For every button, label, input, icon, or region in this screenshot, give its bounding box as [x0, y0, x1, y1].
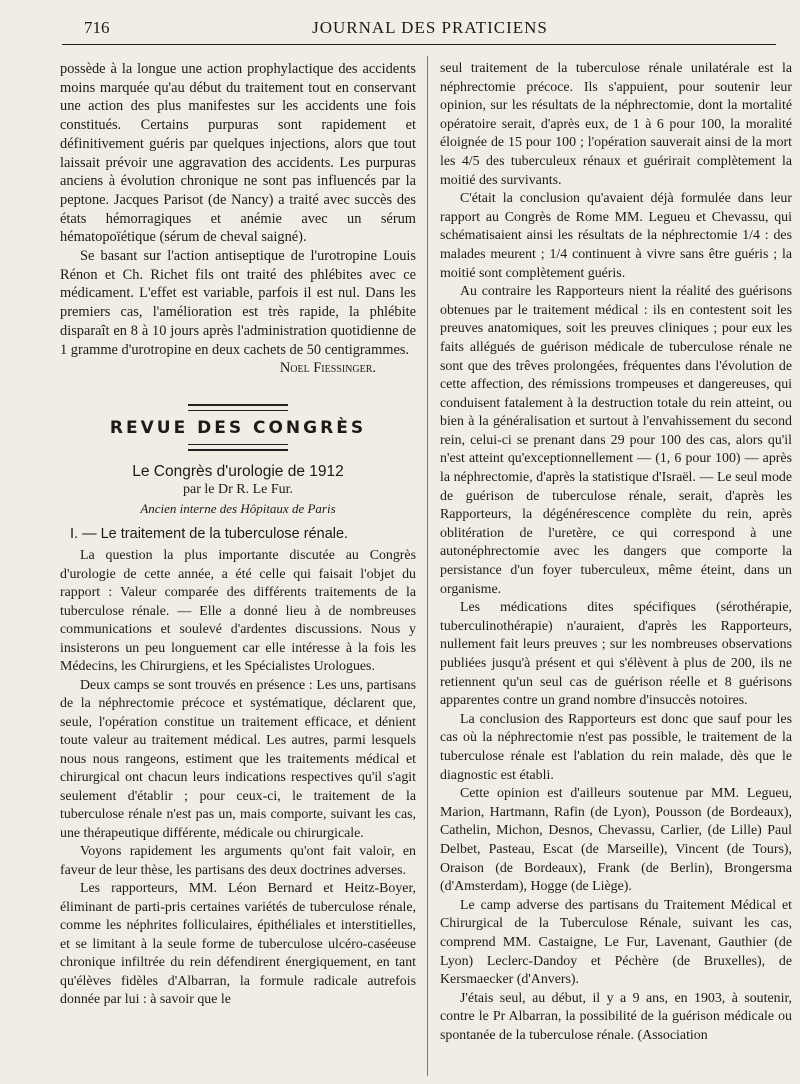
article-body: [60, 547, 416, 1010]
column-divider: [427, 56, 428, 1076]
byline: par le Dr R. Le Fur.: [182, 482, 294, 498]
banner-title: REVUE DES CONGRÈS: [109, 417, 367, 438]
banner-rule-top: [188, 404, 288, 406]
paragraph: Au contraire les Rapporteurs nient la réalité des guérisons obtenues par le traitement médical : ils en contestent soit les preuves anatomiques, soit les preuves cliniques ; pour eux les faits allégués de guérison médicale de tuberculose rénale ne sont que des trêves prolongées, fréquentes dans l'évolution de cette affection, des rémissions trompeuses et dangereuses, qui conduisent fatalement à la destruction totale du rein atteint, ou bien à la généralisation et surtout à l'envahissement du second rein, celui-ci se prenant dans 29 pour 100 des cas, alors qu'il n'est atteint qu'exceptionnellement — (1, 6 pour 100) — après la néphrectomie, d'après la statistique d'Israël. — Le seul mode de guérison de tuberculose rénale, serait, d'après les Rapporteurs, la dégénérescence complète du rein, après oblitération de l'uretère, ce qui correspond à une autonéphrectomie avec les dangers que comporte la persistance d'un foyer tuberculeux, même éteint, dans un organisme.: [440, 284, 792, 597]
banner-rule-top-thin: [188, 410, 288, 411]
banner-rule-bottom: [188, 449, 288, 451]
paragraph: Les rapporteurs, MM. Léon Bernard et Heitz-Boyer, éliminant de parti-pris certaines variétés de tuberculose rénale, comme les néphrites folliculaires, épithéliales et interstitielles, et se limitant à la seule forme de tuberculose ulcéro-caséeuse chronique infiltrée du rein défendirent énergiquement, en tant qu'élèves fidèles d'Albarran, la formule radicale autrefois donnée par lui : à savoir que le: [60, 881, 416, 1008]
journal-title: JOURNAL DES PRATICIENS: [312, 18, 548, 37]
page-header: [0, 0, 800, 48]
paragraph: Voyons rapidement les arguments qu'ont fait valoir, en faveur de leur thèse, les partisans des deux doctrines adverses.: [60, 844, 416, 878]
paragraph: Cette opinion est d'ailleurs soutenue par MM. Legueu, Marion, Hartmann, Rafin (de Lyon), Pousson (de Bordeaux), Cathelin, Michon, Desnos, Chevassu, Carlier, (de Lille) Paul Delbet, Pasteau, Escat (de Marseille), Vincent (de Tours), Oraison (de Bordeaux), Frank (de Berlin), Brongersma (d'Amsterdam), Hogge (de Liège).: [440, 786, 792, 895]
page-number: 716: [84, 18, 110, 37]
paragraph: La conclusion des Rapporteurs est donc que sauf pour les cas où la néphrectomie n'est pas possible, le traitement de la tuberculose rénale est l'ablation du rein malade, dès que le diagnostic est établi.: [440, 711, 792, 783]
author-signature: Noel Fiessinger.: [279, 360, 376, 377]
banner-rule-bottom-thin: [188, 444, 288, 445]
paragraph: C'était la conclusion qu'avaient déjà formulée dans leur rapport au Congrès de Rome MM. Legueu et Chevassu, qui schématisaient ainsi les résultats de la néphrectomie 1/4 : des malades meurent ; 1/4 continuent à vivre sans être guéris ; la moitié sont complètement guéris.: [440, 191, 792, 281]
paragraph: Deux camps se sont trouvés en présence : Les uns, partisans de la néphrectomie précoce et systématique, déclarent que, seule, l'opération constitue un traitement efficace, et dénient toute valeur au traitement médical. Les autres, parmi lesquels nous nous rangeons, estiment que les traitements médical et chirurgical ont chacun leurs indications respectives qu'il s'agit seulement d'établir ; pour ceux-ci, le traitement de la tuberculose rénale n'est pas un, mais comporte, suivant les cas, une thérapeutique différente, médicale ou chirurgicale.: [60, 677, 416, 841]
paragraph: Le camp adverse des partisans du Traitement Médical et Chirurgical de la Tuberculose Rénale, suivant les cas, comprend MM. Castaigne, Le Fur, Lavenant, Gauthier (de Lyon) Leclerc-Dandoy et Péchère (de Bruxelles), de Kersmaecker (d'Anvers).: [440, 897, 792, 988]
section-title: I. — Le traitement de la tuberculose rénale.: [70, 525, 349, 542]
paragraph: seul traitement de la tuberculose rénale unilatérale est la néphrectomie précoce. Ils s'appuient, pour soutenir leur opinion, sur les résultats de la néphrectomie, dont la mortalité opératoire serait, d'après eux, de 1 à 6 pour 100, la moralité éloignée de 15 pour 100 ; l'opération sauverait ainsi de la mort les 4/5 des tuberculeux rénaux et guérirait complètement la moitié des survivants.: [440, 61, 792, 188]
right-column: [440, 60, 792, 1045]
section-banner: [60, 404, 416, 451]
congress-title: Le Congrès d'urologie de 1912: [132, 462, 344, 480]
left-column: [60, 60, 416, 1010]
paragraph: J'étais seul, au début, il y a 9 ans, en 1903, à soutenir, contre le Pr Albarran, la possibilité de la guérison médicale ou spontanée de la tuberculose rénale. (Association: [440, 990, 792, 1043]
affiliation: Ancien interne des Hôpitaux de Paris: [140, 501, 336, 517]
paragraph: La question la plus importante discutée au Congrès d'urologie de cette année, a été celle qui faisait l'objet du rapport : Valeur comparée des différents traitements de la tuberculose rénale. — Elle a donné lieu à de nombreuses communications et soulevé d'ardentes discussions. Nous y insisterons un peu longuement car elle intéresse à la fois les Médecins, les Chirurgiens, et les Spécialistes Urologues.: [60, 548, 416, 675]
paragraph: possède à la longue une action prophylactique des accidents moins marquée qu'au début du traitement tout en conservant une action des plus manifestes sur les accidents une fois constitués. Certains purpuras sont rapidement et définitivement guéris par quelques injections, alors que tout laissait prévoir une aggravation des accidents. Les purpuras anciens à évolution chronique ne sont pas influencés par la peptone. Jacques Parisot (de Nancy) a traité avec succès des états hémorragiques et anémie avec un sérum hématopoïétique (sérum de cheval saigné).: [60, 61, 416, 246]
header-rule: [62, 44, 776, 45]
paragraph: Les médications dites spécifiques (sérothérapie, tuberculinothérapie) n'auraient, d'après les Rapporteurs, nullement fait leurs preuves ; sur les nombreuses observations publiées jusqu'à présent et qui s'élèvent à plus de 200, ils ne retiennent qu'un seul cas de guérison réelle et 8 guérisons apparentes contre un grand nombre d'insuccès notoires.: [440, 600, 792, 709]
paragraph: Se basant sur l'action antiseptique de l'urotropine Louis Rénon et Ch. Richet fils ont traité des phlébites avec ce médicament. L'effet est variable, parfois il est nul. Dans les premiers cas, l'amélioration est très rapide, la phlébite disparaît en 8 à 10 jours après l'administration quotidienne de 1 gramme d'urotropine en deux cachets de 50 centigrammes.: [60, 248, 416, 358]
